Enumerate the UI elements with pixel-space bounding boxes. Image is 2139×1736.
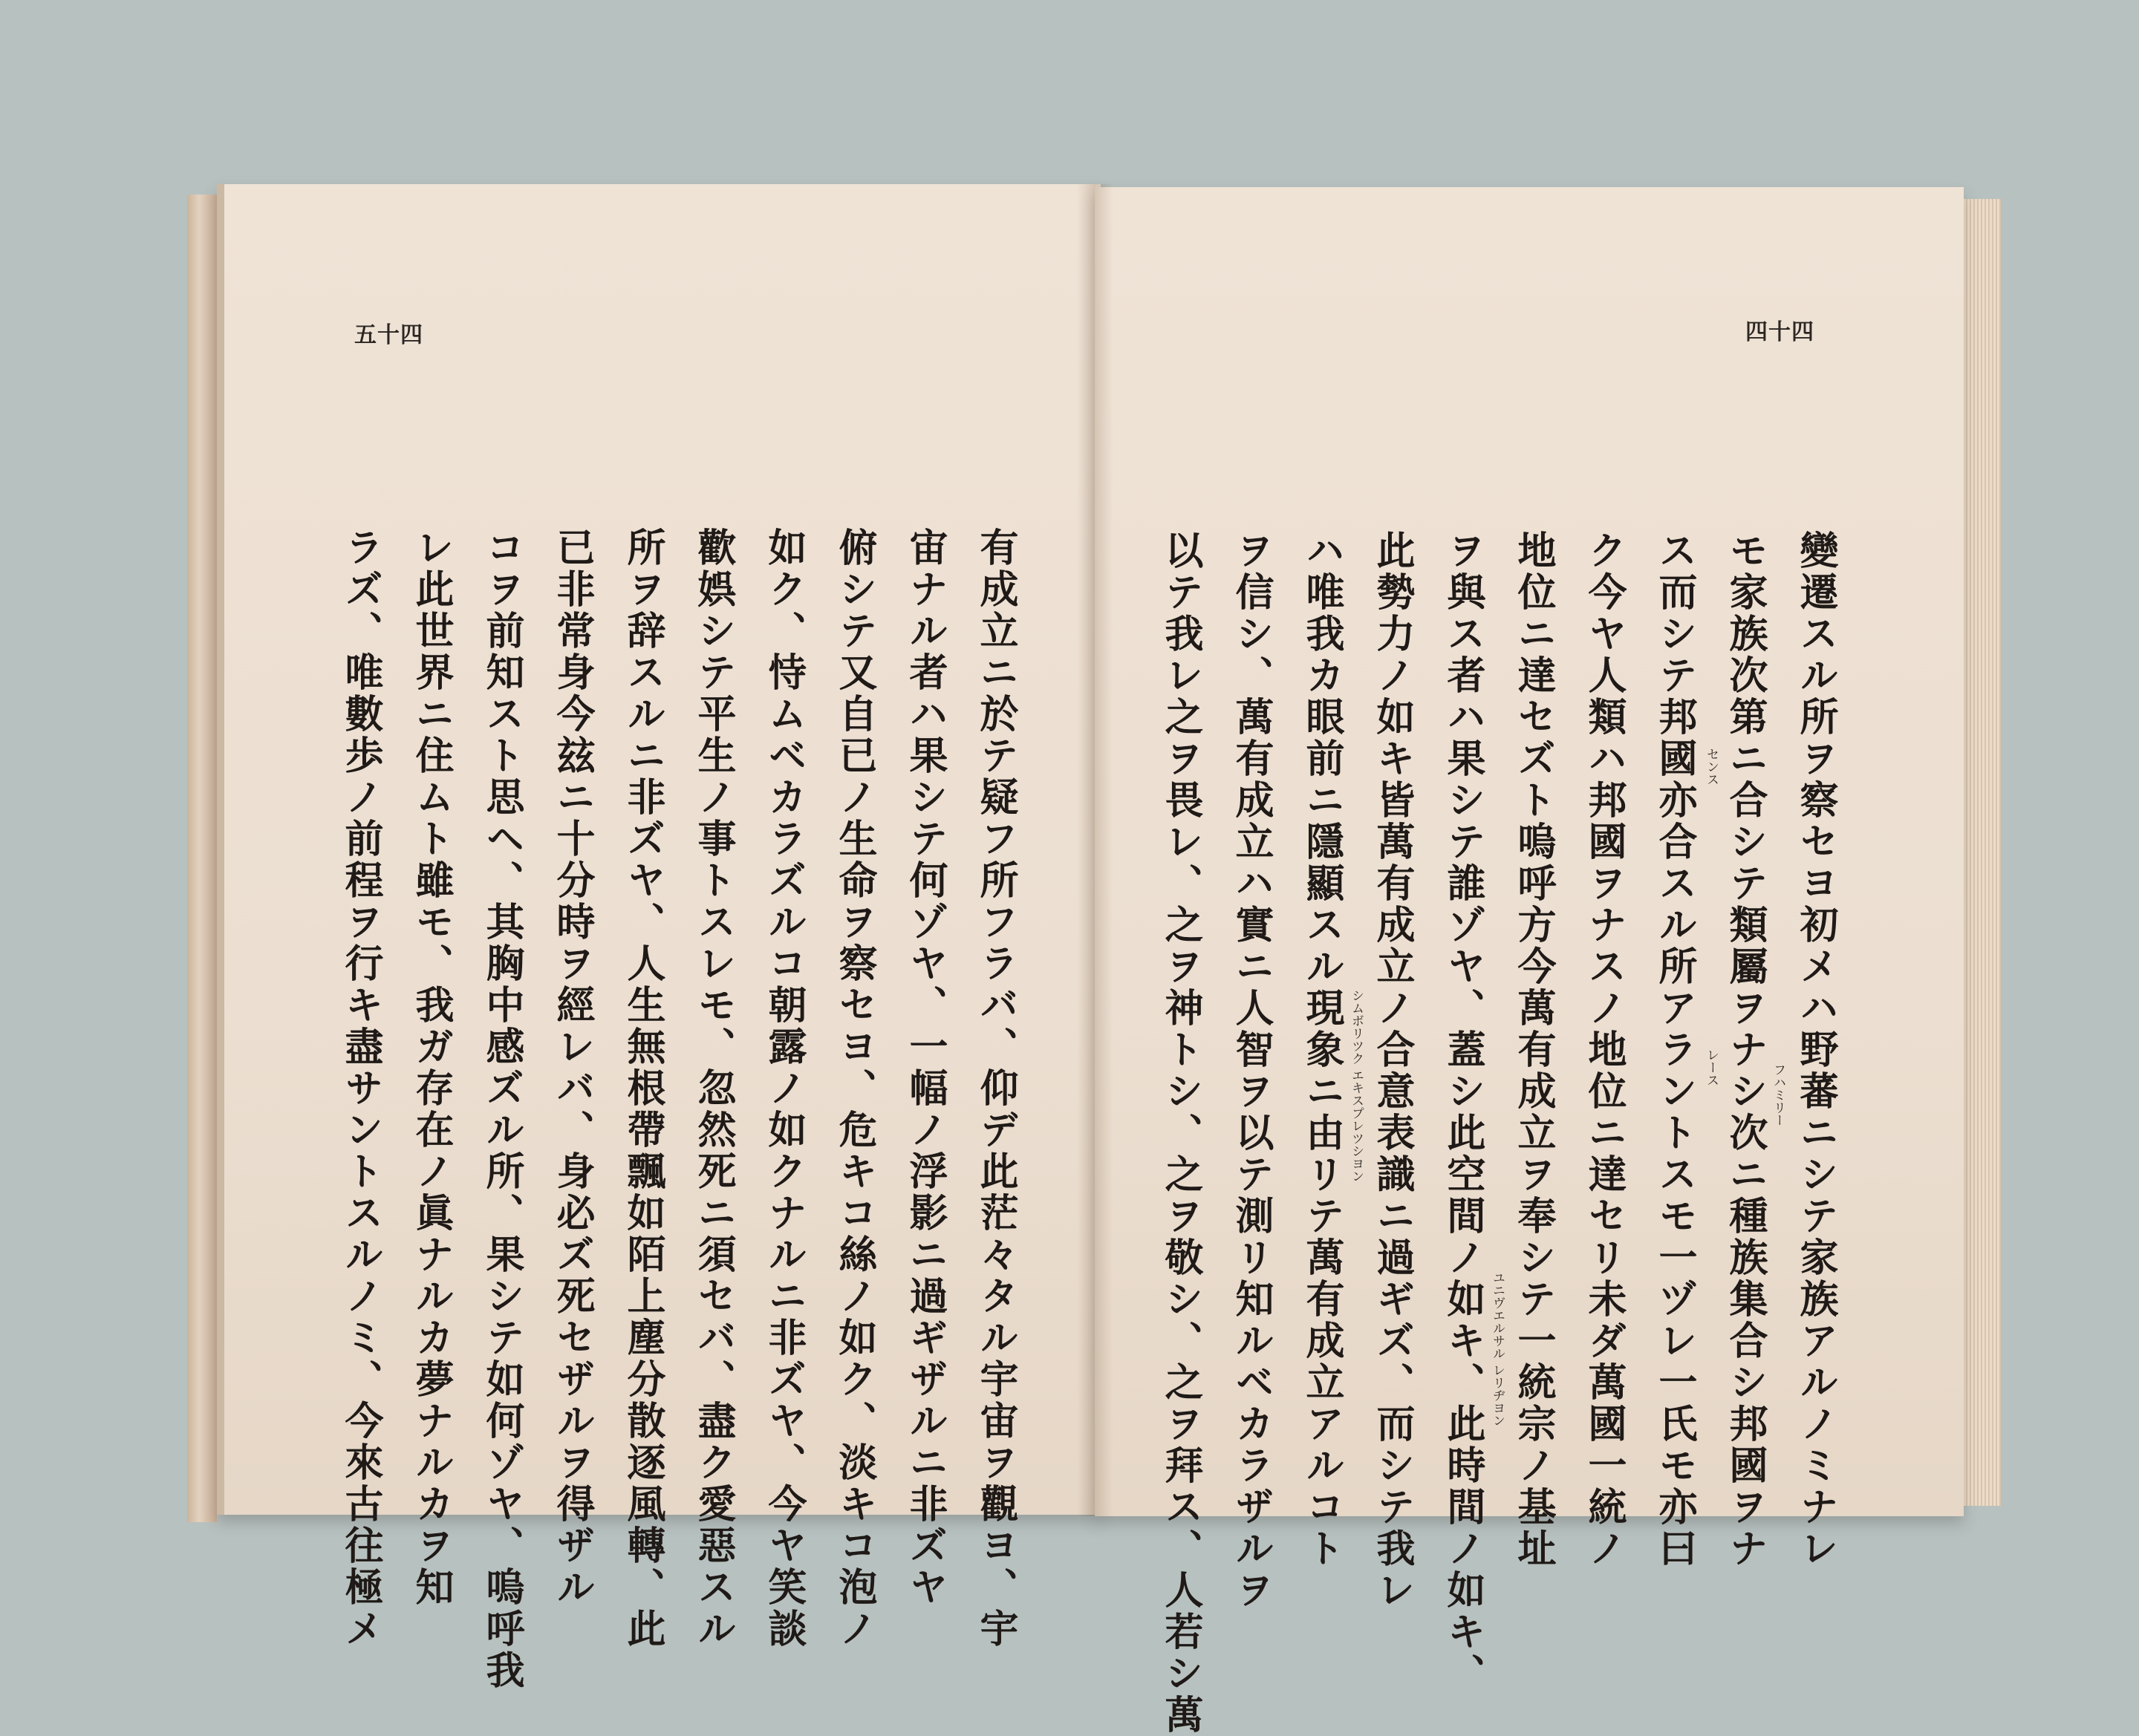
text-column: 宙ナル者ハ果シテ何ゾヤ、一幅ノ浮影ニ過ギザルニ非ズヤ xyxy=(902,527,948,1608)
page-number: 四十四 xyxy=(1745,319,1814,345)
text-column: ヲ信シ、萬有成立ハ實ニ人智ヲ以テ測リ知ルベカラザルヲ xyxy=(1228,530,1274,1611)
text-column: 地位ニ達セズト嗚呼方今萬有成立ヲ奉シテ一統宗ノ基址 xyxy=(1511,530,1556,1570)
book-gutter xyxy=(1077,184,1113,1516)
right-page xyxy=(1095,187,1964,1736)
text-column: 如ク、恃ムベカラズルコ朝露ノ如クナルニ非ズヤ、今ヤ笑談 xyxy=(761,527,807,1650)
text-column: 俯シテ又自已ノ生命ヲ察セヨ、危キコ絲ノ如ク、淡キコ泡ノ xyxy=(832,527,877,1650)
page-number: 五十四 xyxy=(354,322,423,348)
text-column: 此勢力ノ如キ皆萬有成立ノ合意表識ニ過ギズ、而シテ我レ xyxy=(1370,530,1415,1611)
left-page-edges xyxy=(187,195,217,1522)
furigana-annotation: ユニヴエルサル レリヂヨン xyxy=(1490,1271,1505,1427)
right-page-edges xyxy=(1964,199,2001,1506)
furigana-annotation: センス xyxy=(1704,748,1719,786)
text-column: 變遷スル所ヲ察セヨ初メハ野蕃ニシテ家族アルノミナレ xyxy=(1793,530,1838,1570)
text-column: ハ唯我カ眼前ニ隱顯スル現象ニ由リテ萬有成立アルコト xyxy=(1299,530,1344,1570)
text-column: 已非常身今玆ニ十分時ヲ經レバ、身必ズ死セザルヲ得ザル xyxy=(550,527,595,1608)
text-column: コヲ前知スト思ヘ、其胸中感ズル所、果シテ如何ゾヤ、嗚呼我 xyxy=(479,527,524,1691)
furigana-annotation: フハミリー xyxy=(1771,1063,1785,1126)
left-page xyxy=(217,184,1101,1691)
furigana-annotation: シムボリツク エキスプレツシヨン xyxy=(1349,989,1364,1183)
text-column: ス而シテ邦國亦合スル所アラントスモ一ヅレ一氏モ亦曰 xyxy=(1652,530,1697,1570)
text-column: 有成立ニ於テ疑フ所フラバ、仰デ此茫々タル宇宙ヲ觀ヨ、宇 xyxy=(973,527,1018,1650)
text-column: ク今ヤ人類ハ邦國ヲナスノ地位ニ達セリ未ダ萬國一統ノ xyxy=(1581,530,1627,1570)
text-column: レ此世界ニ住ムト雖モ、我ガ存在ノ眞ナルカ夢ナルカヲ知 xyxy=(408,527,454,1608)
text-column: モ家族次第ニ合シテ類屬ヲナシ次ニ種族集合シ邦國ヲナ xyxy=(1722,530,1768,1570)
text-column: ラズ、唯數歩ノ前程ヲ行キ盡サントスルノミ、今來古往極メ xyxy=(338,527,383,1650)
text-column: 所ヲ辞スルニ非ズヤ、人生無根帶飄如陌上塵分散逐風轉、此 xyxy=(620,527,665,1650)
text-column: 以テ我レ之ヲ畏レ、之ヲ神トシ、之ヲ敬シ、之ヲ拜ス、人若シ萬 xyxy=(1158,530,1203,1736)
text-column: ヲ與ス者ハ果シテ誰ゾヤ、蓋シ此空間ノ如キ、此時間ノ如キ、 xyxy=(1440,530,1485,1694)
text-column: 歡娯シテ平生ノ事トスレモ、忽然死ニ須セバ、盡ク愛惡スル xyxy=(691,527,736,1650)
furigana-annotation: レース xyxy=(1704,1048,1719,1086)
